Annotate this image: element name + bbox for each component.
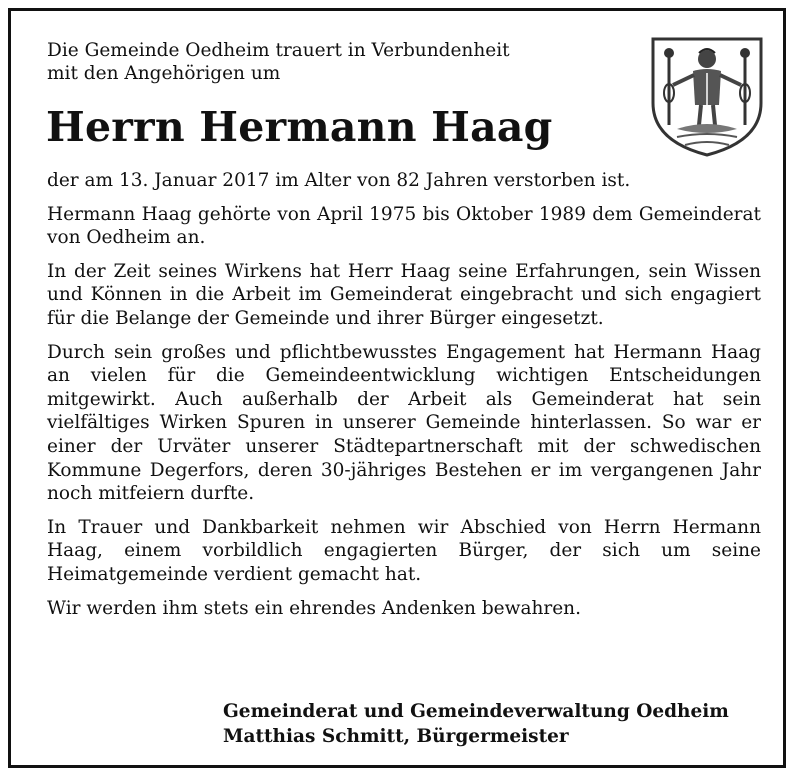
notice-body [47, 169, 761, 630]
paragraph-contributions: In der Zeit seines Wirkens hat Herr Haag seine Erfahrungen, sein Wissen und Können in die Arbeit im Gemeinderat eingebracht und sich engagiert für die Belange der Gemeinde und ihrer Bürger eingesetzt. [47, 260, 761, 329]
coat-of-arms-icon [647, 33, 767, 159]
deceased-name: Herrn Hermann Haag [46, 103, 553, 151]
signature-block [223, 699, 729, 749]
intro-line-2: mit den Angehörigen um [47, 63, 281, 84]
paragraph-tenure: Hermann Haag gehörte von April 1975 bis Oktober 1989 dem Gemeinderat von Oedheim an. [47, 203, 761, 249]
signature-organization: Gemeinderat und Gemeindeverwaltung Oedheim [223, 701, 729, 722]
obituary-notice [8, 8, 786, 768]
intro-text [47, 39, 607, 85]
death-statement: der am 13. Januar 2017 im Alter von 82 Jahren verstorben ist. [47, 170, 631, 191]
paragraph-remembrance: Wir werden ihm stets ein ehrendes Andenken bewahren. [47, 597, 581, 619]
signature-mayor: Matthias Schmitt, Bürgermeister [223, 726, 569, 747]
paragraph-farewell: In Trauer und Dankbarkeit nehmen wir Abschied von Herrn Hermann Haag, einem vorbildlich engagierten Bürger, der sich um seine Heimatgemeinde verdient gemacht hat. [47, 516, 761, 585]
intro-line-1: Die Gemeinde Oedheim trauert in Verbundenheit [47, 40, 510, 61]
paragraph-engagement: Durch sein großes und pflichtbewusstes Engagement hat Hermann Haag an vielen für die Gemeindeentwicklung wichtigen Entscheidungen mitgewirkt. Auch außerhalb der Arbeit als Gemeinderat hat sein vielfältiges Wirken Spuren in unserer Gemeinde hinterlassen. So war er einer der Urväter unserer Städtepartnerschaft mit der schwedischen Kommune Degerfors, deren 30-jähriges Bestehen er im vergangenen Jahr noch mitfeiern durfte. [47, 341, 761, 505]
